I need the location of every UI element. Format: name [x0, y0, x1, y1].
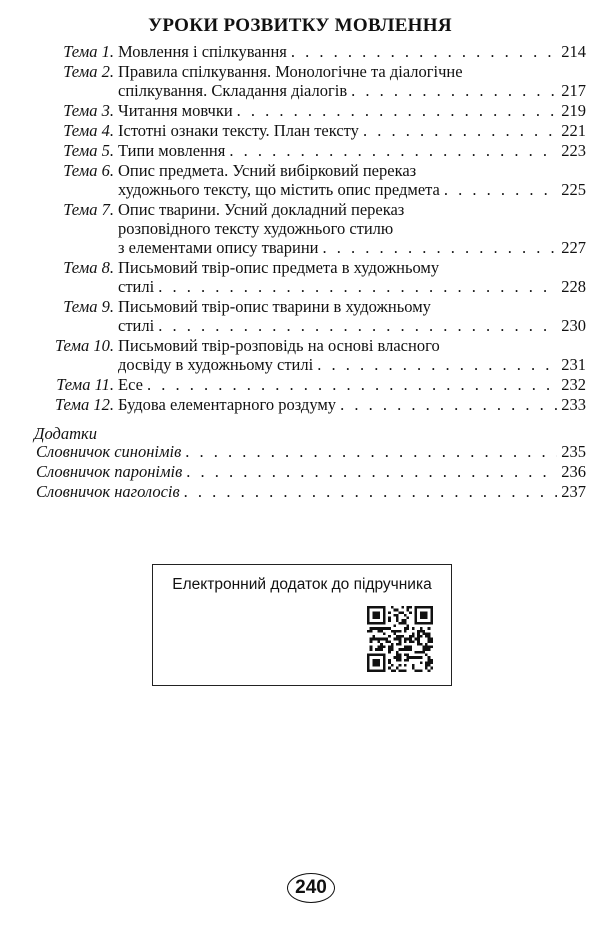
electronic-supplement-title: Електронний додаток до підручника	[172, 576, 432, 593]
dot-leader	[158, 316, 557, 335]
toc-entry[interactable]	[0, 121, 600, 140]
topic-page-number: 227	[561, 238, 586, 257]
dot-leader	[184, 482, 558, 501]
topic-page-number: 214	[561, 42, 586, 61]
topic-title-line: Правила спілкування. Монологічне та діалогічне	[118, 62, 463, 81]
topic-page-number: 233	[561, 395, 586, 414]
toc-entry[interactable]	[0, 375, 600, 394]
topic-label: Тема 4.	[63, 121, 114, 140]
toc-entry[interactable]	[0, 297, 600, 335]
appendix-entry[interactable]	[36, 462, 586, 481]
table-of-contents	[0, 42, 600, 415]
topic-label: Тема 7.	[63, 200, 114, 219]
topic-page-number: 221	[561, 121, 586, 140]
toc-entry[interactable]	[0, 258, 600, 296]
topic-title-line: з елементами опису тварини	[118, 238, 319, 257]
topic-title-line: Істотні ознаки тексту. План тексту	[118, 121, 359, 140]
topic-title-line: Мовлення і спілкування	[118, 42, 287, 61]
topic-page-number: 223	[561, 141, 586, 160]
dot-leader	[363, 121, 557, 140]
toc-entry[interactable]	[0, 200, 600, 257]
qr-code-icon[interactable]	[367, 606, 433, 672]
appendix-page-number: 236	[561, 462, 586, 481]
topic-title-line: Письмовий твір-опис тварини в художньому	[118, 297, 431, 316]
dot-leader	[323, 238, 558, 257]
topic-title-line: спілкування. Складання діалогів	[118, 81, 348, 100]
topic-title-line: Есе	[118, 375, 143, 394]
topic-title-line: Опис предмета. Усний вибірковий переказ	[118, 161, 417, 180]
topic-title-line: стилі	[118, 316, 155, 335]
topic-title-line: Будова елементарного роздуму	[118, 395, 337, 414]
toc-entry[interactable]	[0, 395, 600, 414]
page-number: 240	[287, 873, 335, 903]
topic-page-number: 230	[561, 316, 586, 335]
dot-leader	[229, 141, 557, 160]
toc-entry[interactable]	[0, 42, 600, 61]
topic-title-line: Читання мовчки	[118, 101, 233, 120]
appendix-entry[interactable]	[36, 482, 586, 501]
topic-page-number: 228	[561, 277, 586, 296]
topic-title-line: Письмовий твір-опис предмета в художньому	[118, 258, 440, 277]
toc-entry[interactable]	[0, 161, 600, 199]
topic-title-line: Типи мовлення	[118, 141, 226, 160]
topic-title-line: розповідного тексту художнього стилю	[118, 219, 394, 238]
topic-title-line: Опис тварини. Усний докладний переказ	[118, 200, 405, 219]
appendix-item-label: Словничок паронімів	[36, 462, 183, 481]
dot-leader	[158, 277, 557, 296]
dot-leader	[237, 101, 558, 120]
toc-entry[interactable]	[0, 336, 600, 374]
appendix-list	[36, 442, 586, 502]
topic-title-line: художнього тексту, що містить опис предмета	[118, 180, 440, 199]
topic-page-number: 217	[561, 81, 586, 100]
appendix-page-number: 237	[561, 482, 586, 501]
appendix-title: Додатки	[34, 424, 98, 443]
topic-title-line: Письмовий твір-розповідь на основі власного	[118, 336, 440, 355]
topic-page-number: 231	[561, 355, 586, 374]
topic-label: Тема 6.	[63, 161, 114, 180]
dot-leader	[317, 355, 557, 374]
dot-leader	[147, 375, 557, 394]
topic-label: Тема 11.	[56, 375, 114, 394]
topic-label: Тема 12.	[54, 395, 114, 414]
topic-page-number: 232	[561, 375, 586, 394]
topic-label: Тема 8.	[63, 258, 114, 277]
appendix-page-number: 235	[561, 442, 586, 461]
topic-page-number: 225	[561, 180, 586, 199]
toc-entry[interactable]	[0, 141, 600, 160]
topic-label: Тема 1.	[63, 42, 114, 61]
topic-label: Тема 5.	[63, 141, 114, 160]
topic-label: Тема 10.	[54, 336, 114, 355]
topic-page-number: 219	[561, 101, 586, 120]
topic-label: Тема 3.	[63, 101, 114, 120]
electronic-supplement-box	[152, 564, 452, 686]
dot-leader	[185, 442, 557, 461]
appendix-entry[interactable]	[36, 442, 586, 461]
appendix-item-label: Словничок синонімів	[36, 442, 182, 461]
dot-leader	[444, 180, 557, 199]
topic-title-line: досвіду в художньому стилі	[118, 355, 314, 374]
toc-entry[interactable]	[0, 62, 600, 100]
toc-entry[interactable]	[0, 101, 600, 120]
topic-label: Тема 9.	[63, 297, 114, 316]
appendix-item-label: Словничок наголосів	[36, 482, 180, 501]
dot-leader	[186, 462, 557, 481]
dot-leader	[291, 42, 557, 61]
dot-leader	[340, 395, 557, 414]
topic-label: Тема 2.	[63, 62, 114, 81]
dot-leader	[351, 81, 557, 100]
section-title: УРОКИ РОЗВИТКУ МОВЛЕННЯ	[148, 15, 452, 36]
topic-title-line: стилі	[118, 277, 155, 296]
